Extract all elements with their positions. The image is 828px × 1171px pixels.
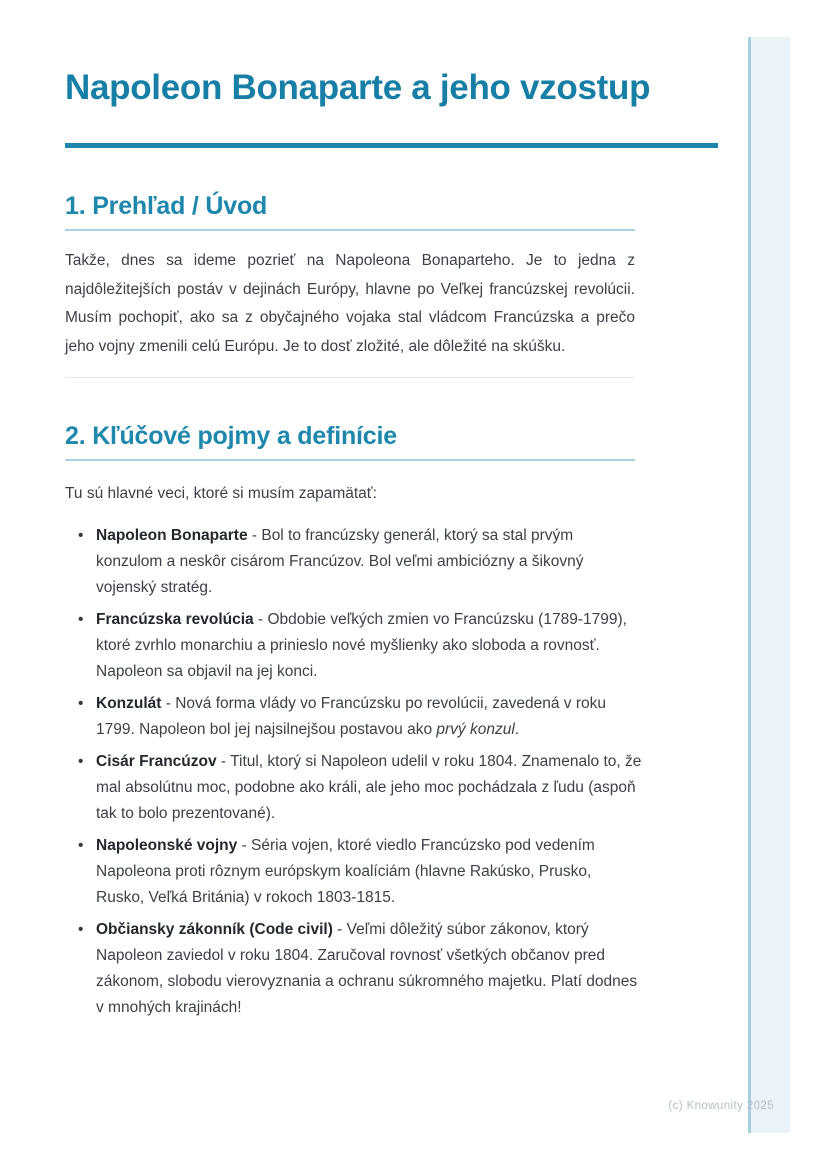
term-label: Napoleonské vojny bbox=[96, 837, 238, 854]
title-rule bbox=[65, 143, 718, 148]
section-divider bbox=[65, 377, 635, 378]
section-2-underline bbox=[65, 459, 635, 461]
key-term-item: • Konzulát - Nová forma vlády vo Francúzsku po revolúcii, zavedená v roku 1799. Napoleon bol jej najsilnejšou postavou ako prvý konzul. bbox=[65, 691, 643, 743]
term-label: Francúzska revolúcia bbox=[96, 611, 254, 628]
key-term-item: • Občiansky zákonník (Code civil) - Veľmi dôležitý súbor zákonov, ktorý Napoleon zaviedol v roku 1804. Zaručoval rovnosť všetkých občanov pred zákonom, slobodu vierovyznania a ochranu súkromného majetku. Platí dodnes v mnohých krajinách! bbox=[65, 917, 643, 1021]
section-2-heading: 2. Kľúčové pojmy a definície bbox=[65, 422, 397, 450]
document-content bbox=[65, 0, 718, 1027]
key-term-item: • Napoleon Bonaparte - Bol to francúzsky generál, ktorý sa stal prvým konzulom a neskôr cisárom Francúzov. Bol veľmi ambiciózny a šikovný vojenský stratég. bbox=[65, 523, 643, 601]
key-terms-intro: Tu sú hlavné veci, ktoré si musím zapamätať: bbox=[65, 485, 377, 502]
copyright-notice: (c) Knowunity 2025 bbox=[668, 1100, 774, 1112]
section-1-underline bbox=[65, 229, 635, 231]
term-label: Cisár Francúzov bbox=[96, 753, 217, 770]
key-terms-list bbox=[65, 523, 643, 1021]
key-term-item: • Cisár Francúzov - Titul, ktorý si Napoleon udelil v roku 1804. Znamenalo to, že mal absolútnu moc, podobne ako králi, ale jeho moc pochádzala z ľudu (aspoň tak to bolo prezentované). bbox=[65, 749, 643, 827]
term-label: Napoleon Bonaparte bbox=[96, 527, 248, 544]
section-1-paragraph: Takže, dnes sa ideme pozrieť na Napoleona Bonaparteho. Je to jedna z najdôležitejších postáv v dejinách Európy, hlavne po Veľkej francúzskej revolúcii. Musím pochopiť, ako sa z obyčajného vojaka stal vládcom Francúzska a prečo jeho vojny zmenili celú Európu. Je to dosť zložité, ale dôležité na skúšku. bbox=[65, 252, 635, 355]
term-label: Občiansky zákonník (Code civil) bbox=[96, 921, 333, 938]
page-title: Napoleon Bonaparte a jeho vzostup bbox=[65, 68, 651, 107]
key-term-item: • Francúzska revolúcia - Obdobie veľkých zmien vo Francúzsku (1789-1799), ktoré zvrhlo monarchiu a prinieslo nové myšlienky ako sloboda a rovnosť. Napoleon sa objavil na jej konci. bbox=[65, 607, 643, 685]
term-emphasis: prvý konzul bbox=[436, 721, 515, 738]
page-edge-strip bbox=[748, 37, 790, 1133]
key-term-item: • Napoleonské vojny - Séria vojen, ktoré viedlo Francúzsko pod vedením Napoleona proti rôznym európskym koalíciám (hlavne Rakúsko, Prusko, Rusko, Veľká Británia) v rokoch 1803-1815. bbox=[65, 833, 643, 911]
section-1-heading: 1. Prehľad / Úvod bbox=[65, 192, 268, 220]
term-label: Konzulát bbox=[96, 695, 162, 712]
